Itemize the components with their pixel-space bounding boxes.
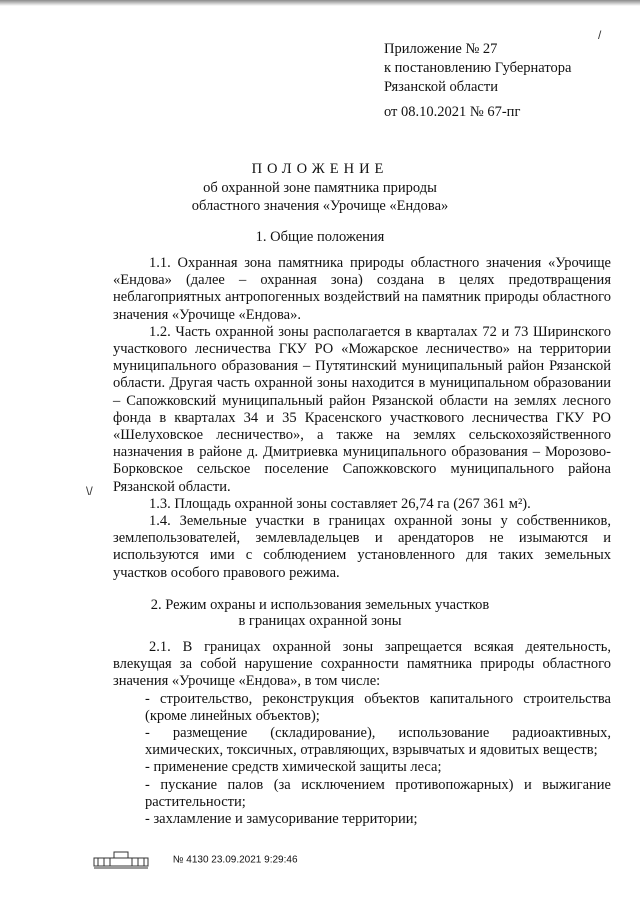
annex-line-3: Рязанской области bbox=[384, 79, 498, 95]
paragraph-1-3: 1.3. Площадь охранной зоны составляет 26,74 га (267 361 м²). bbox=[149, 495, 531, 512]
pen-mark: / bbox=[598, 28, 602, 42]
list-item: - пускание палов (за исключением противопожарных) и выжигание растительности; bbox=[145, 776, 611, 810]
scan-edge bbox=[0, 0, 640, 6]
paragraph-2-1: 2.1. В границах охранной зоны запрещается всякая деятельность, влекущая за собой нарушение сохранности памятника природы областного значения «Урочище «Ендова», в том числе: bbox=[113, 639, 611, 690]
section-1-body bbox=[113, 255, 611, 582]
paragraph-1-1: 1.1. Охранная зона памятника природы областного значения «Урочище «Ендова» (далее – охранная зона) создана в целях предотвращения неблагоприятных антропогенных воздействий на памятник природы областного значения «Урочище «Ендова». bbox=[113, 255, 611, 323]
annex-line-1: Приложение № 27 bbox=[384, 41, 498, 57]
document-subtitle-1: об охранной зоне памятника природы bbox=[203, 180, 437, 196]
list-item: - захламление и замусоривание территории; bbox=[145, 811, 418, 828]
section-2-body bbox=[113, 639, 611, 828]
annex-date: от 08.10.2021 № 67-пг bbox=[384, 104, 521, 120]
document-title: ПОЛОЖЕНИЕ bbox=[251, 161, 389, 177]
document-subtitle-2: областного значения «Урочище «Ендова» bbox=[191, 198, 449, 214]
section-2-heading-line-1: 2. Режим охраны и использования земельных участков bbox=[150, 597, 490, 613]
paragraph-1-4: 1.4. Земельные участки в границах охранной зоны у собственников, землепользователей, землевладельцев и арендаторов не изымаются и используются ими с соблюдением установленного для таких земельных участков особого правового режима. bbox=[113, 513, 611, 581]
list-item: - строительство, реконструкция объектов капитального строительства (кроме линейных объектов); bbox=[145, 690, 611, 724]
list-item: - применение средств химической защиты леса; bbox=[145, 759, 442, 776]
registration-stamp-text: № 4130 23.09.2021 9:29:46 bbox=[172, 854, 298, 866]
annex-line-2: к постановлению Губернатора bbox=[384, 60, 572, 76]
pen-mark: \/ bbox=[86, 484, 93, 498]
list-item: - размещение (складирование), использование радиоактивных, химических, токсичных, отравляющих, взрывчатых и ядовитых веществ; bbox=[145, 725, 611, 759]
footer-registration bbox=[92, 850, 298, 870]
annex-block bbox=[384, 40, 571, 122]
section-2-heading-line-2: в границах охранной зоны bbox=[238, 613, 402, 629]
section-1-heading: 1. Общие положения bbox=[255, 229, 385, 245]
government-logo-icon bbox=[92, 850, 150, 870]
paragraph-1-2: 1.2. Часть охранной зоны располагается в кварталах 72 и 73 Ширинского участкового лесничества ГКУ РО «Можарское лесничество» на территории муниципального образования – Путятинский муниципальный район Рязанской области. Другая часть охранной зоны находится в муниципальном образовании – Сапожковский муниципальный район Рязанской области на землях лесного фонда в кварталах 34 и 35 Красенского участкового лесничества ГКУ РО «Шелуховское лесничество», а также на землях сельскохозяйственного назначения в районе д. Дмитриевка муниципального образования – Морозово-Борковское сельское поселение Сапожковского муниципального района Рязанской области. bbox=[113, 323, 611, 495]
